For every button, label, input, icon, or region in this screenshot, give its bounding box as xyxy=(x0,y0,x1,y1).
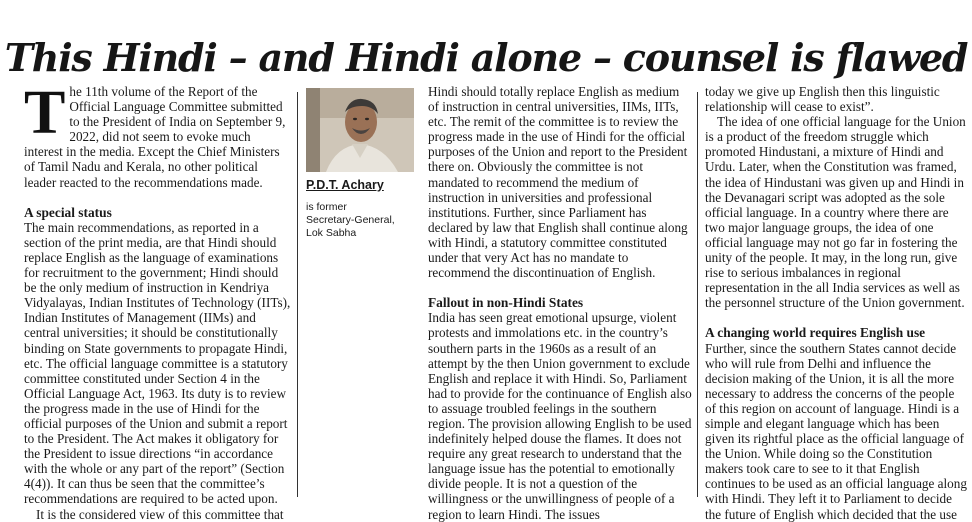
article-paragraph: Hindi should totally replace English as medium of instruction in central universities, IIMs, IITs, etc. The remit of the committee is to review the progress made in the use of Hindi for the official purposes of the Union and report to the President there on. Obviously the committee is not mandated to recommend the medium of instruction in universities and professional institutions. Further, since Parliament has declared by law that English shall continue along with Hindi, a statutory committee constituted under that very Act has no mandate to recommend the discontinuation of English. xyxy=(428,84,688,281)
article-column-1 xyxy=(24,79,292,522)
article-paragraph: The main recommendations, as reported in a section of the print media, are that Hindi should replace English as the language of examinations for recruitment to the government; Hindi should be the only medium of instruction in Kendriya Vidyalayas, Indian Institutes of Technology (IITs), Indian Institutes of Management (IIMs) and central universities; it should be constitutionally binding on State governments to propagate Hindi, etc. The official language committee is a statutory committee constituted under Section 4 in the Official Language Act, 1963. Its duty is to review the progress made in the use of Hindi for the official purposes of the Union and submit a report to the President. The Act makes it obligatory for the President to issue directions “in accordance with the whole or any part of the report” (Section 4(4)). It can thus be seen that the committee’s recommendations are required to be acted upon. xyxy=(24,219,291,507)
article-column-4 xyxy=(705,84,967,522)
section-heading-special-status: A special status xyxy=(24,204,112,220)
author-box xyxy=(306,84,418,497)
article-paragraph: It is the considered view of this committee that xyxy=(36,506,284,522)
author-bio: is former Secretary-General, Lok Sabha xyxy=(306,201,395,240)
headline: This Hindi – and Hindi alone – counsel is flawed xyxy=(4,35,968,81)
drop-cap: T xyxy=(24,79,66,147)
column-divider xyxy=(297,92,298,497)
article-paragraph: India has seen great emotional upsurge, violent protests and immolations etc. in the country’s southern parts in the 1960s as a result of an attempt by the then Union government to exclude English and replace it with Hindi. So, Parliament had to provide for the continuance of English also to assuage troubled feelings in the southern region. The provision allowing English to be used indefinitely helped douse the flames. It does not require any great research to understand that the language issue has the potential to emotionally divide people. It is not a question of the willingness or the unwillingness of people of a region to learn Hindi. The issues xyxy=(428,310,692,522)
article-paragraph: The idea of one official language for the Union is a product of the freedom struggle which promoted Hindustani, a mixture of Hindi and Urdu. Later, when the Constitution was framed, the idea of Hindustani was given up and Hindi in the Devanagari script was adopted as the sole official language. In a country where there are two major language groups, the idea of one official language may not go far in fostering the unity of the people. It may, in the long run, give rise to serious imbalances in regional representation in the all India services as well as the personnel structure of the Union government. xyxy=(705,114,966,311)
article-paragraph: Further, since the southern States cannot decide who will rule from Delhi and influence the decision making of the Union, it is all the more necessary to address the concerns of the people of this region on account of language. Hindi is a simple and elegant language which has been given its rightful place as the official language of the Union. While doing so the Constitution makers took care to see to it that English continues to be used as an official language along with Hindi. They left it to Parliament to decide the future of English which decided that the use xyxy=(705,340,967,522)
article-column-3 xyxy=(428,84,692,522)
intro-text: he 11th volume of the Report of the Official Language Committee submitted to the President of India on September 9, 2022, did not seem to evoke much interest in the media. Except the Chief Ministers of Tamil Nadu and Kerala, no other political leader reacted to the recommendations made. xyxy=(24,84,286,190)
author-photo xyxy=(306,88,414,172)
section-heading-changing-world: A changing world requires English use xyxy=(705,325,926,341)
column-divider xyxy=(697,92,698,497)
article-paragraph: today we give up English then this linguistic relationship will cease to exist”. xyxy=(705,84,940,115)
section-heading-fallout: Fallout in non-Hindi States xyxy=(428,295,584,311)
author-name: P.D.T. Achary xyxy=(306,178,384,192)
intro-paragraph xyxy=(24,79,292,190)
